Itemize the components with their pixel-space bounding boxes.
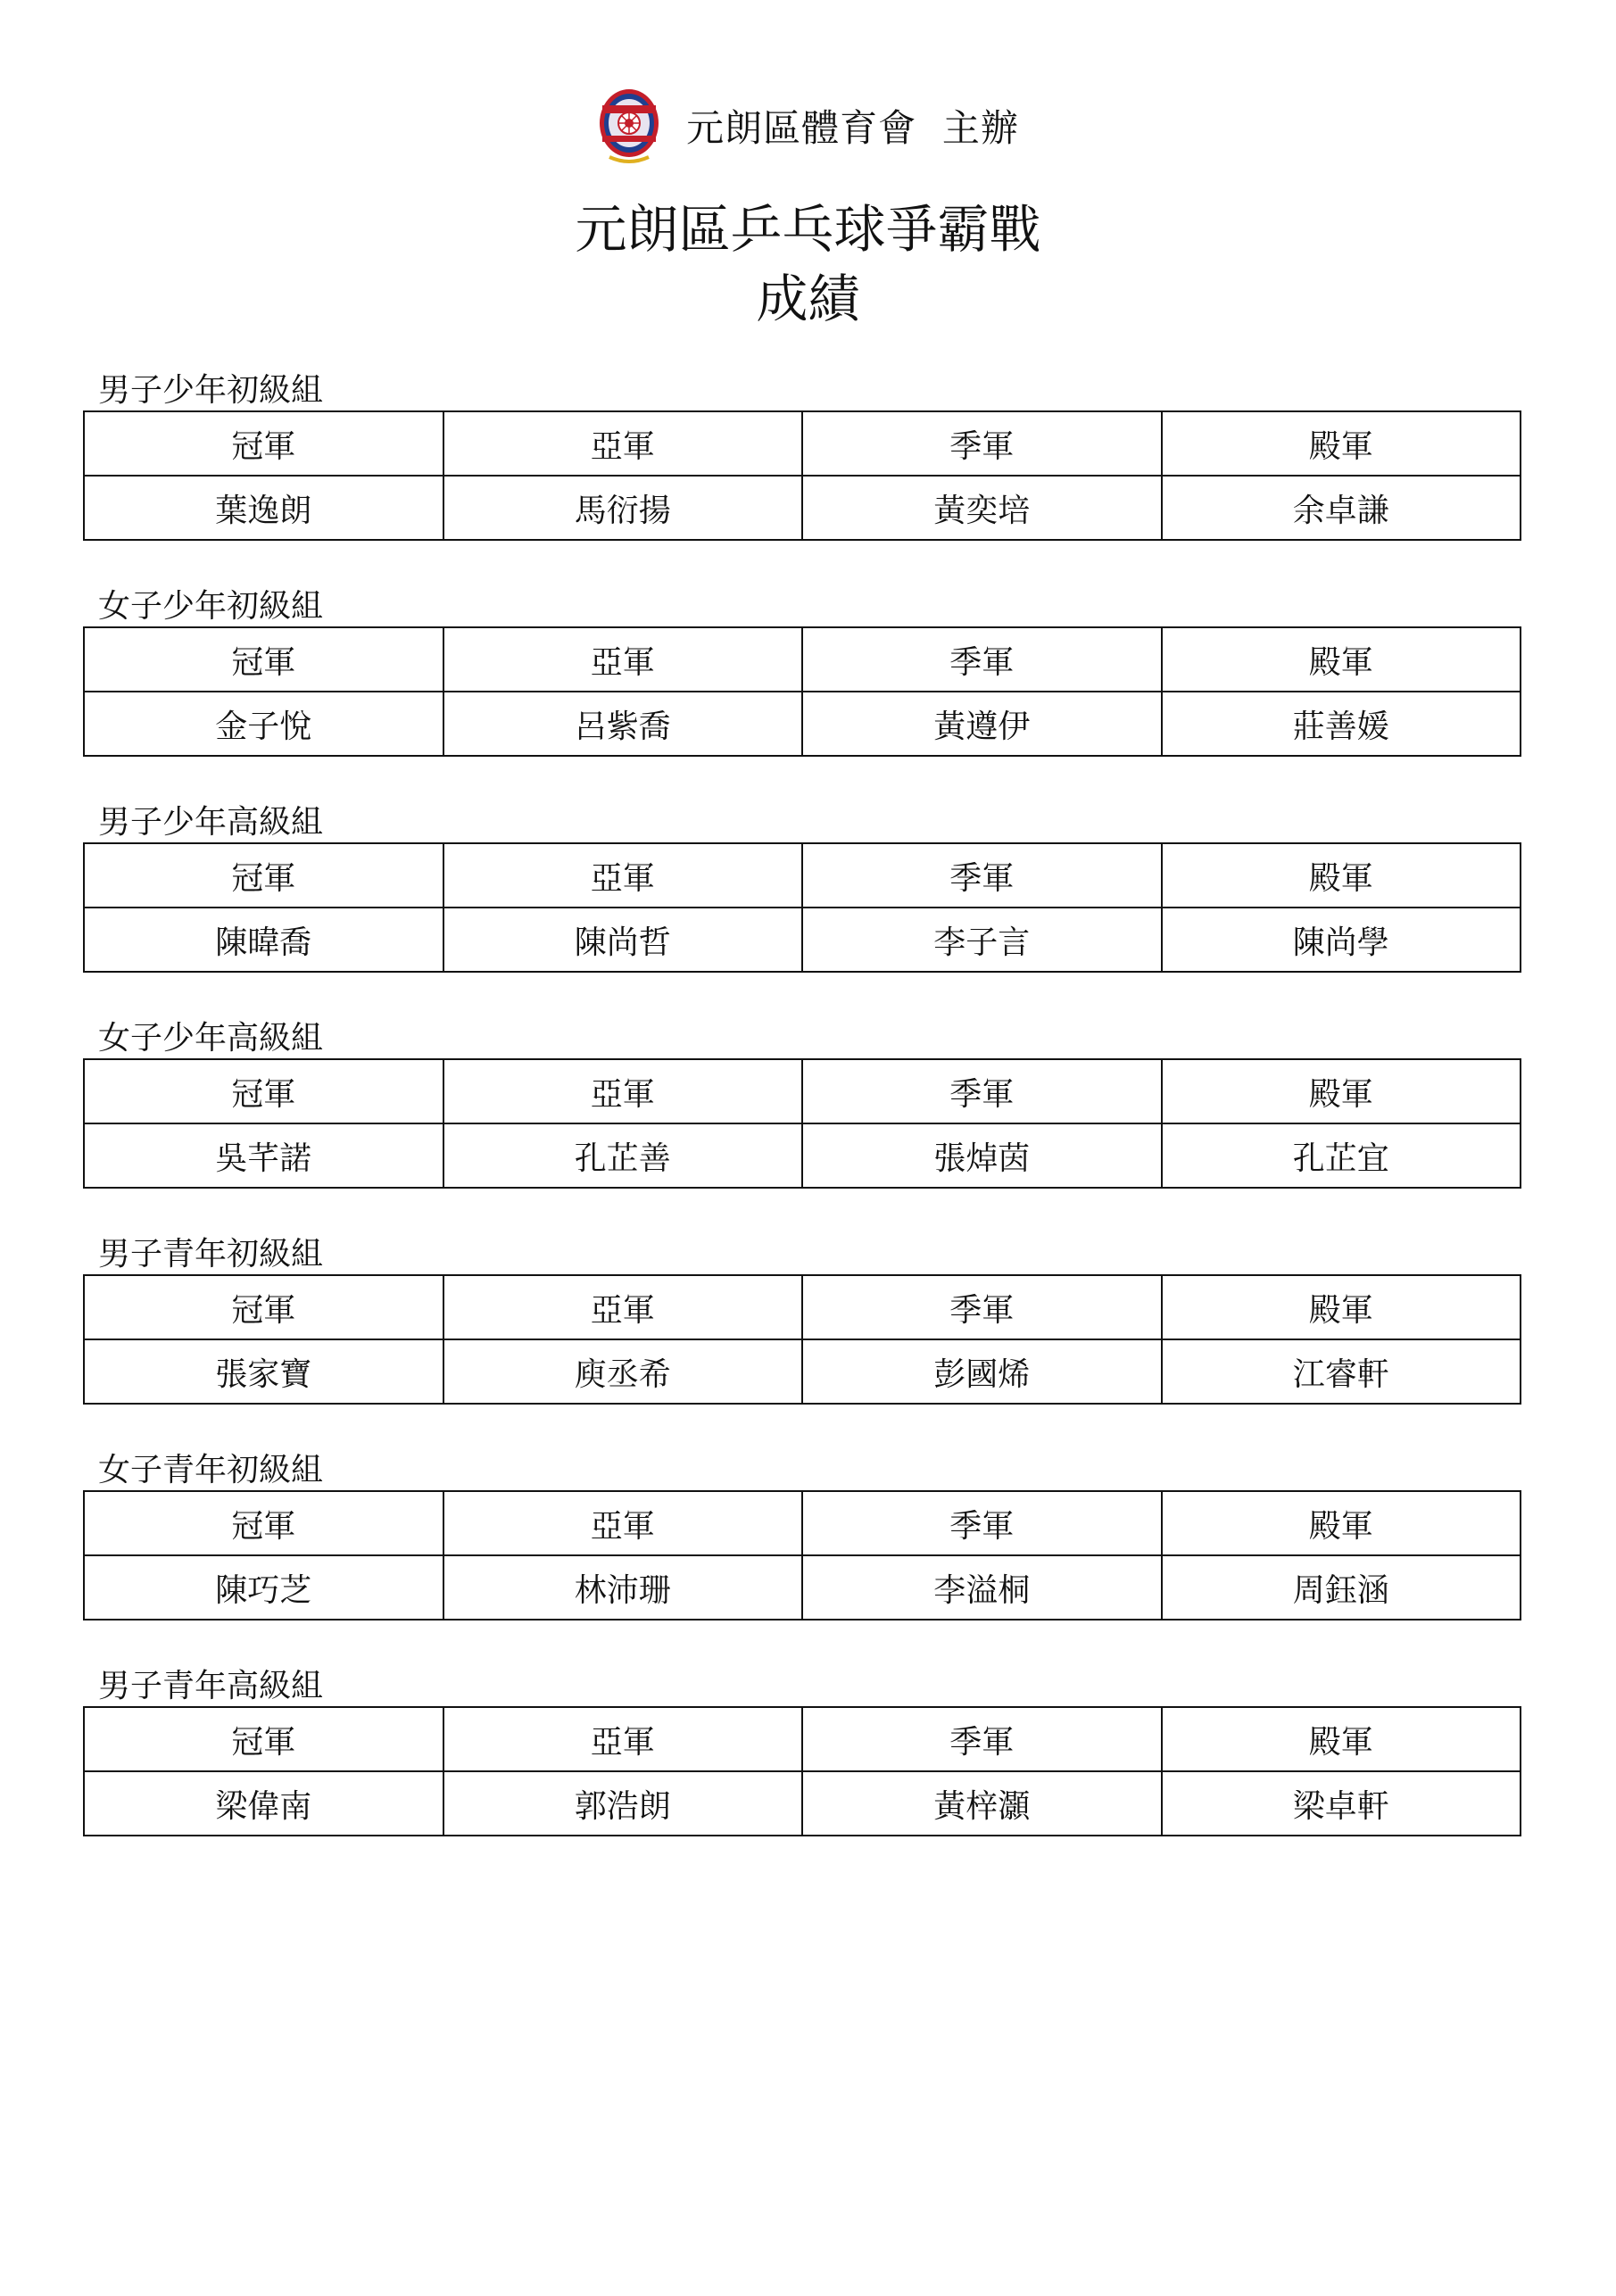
rank-header-cell: 亞軍: [443, 843, 803, 908]
rank-header-cell: 亞軍: [443, 1491, 803, 1555]
page-title: 元朗區乒乓球爭霸戰: [575, 199, 1041, 260]
rank-header-cell: 季軍: [802, 1059, 1162, 1123]
winner-row: [84, 476, 1521, 540]
rank-header-cell: 殿軍: [1162, 411, 1521, 476]
winner-row: [84, 1771, 1521, 1836]
winner-row: [84, 692, 1521, 756]
results-table: [83, 842, 1521, 973]
rank-header-row: [84, 1059, 1521, 1123]
result-section: [83, 587, 1521, 757]
rank-header-cell: 冠軍: [84, 843, 443, 908]
rank-header-cell: 季軍: [802, 411, 1162, 476]
organizer-text: 元朗區體育會 主辦: [686, 106, 1019, 150]
rank-header-cell: 殿軍: [1162, 1059, 1521, 1123]
winner-name-cell: 周鈺涵: [1162, 1555, 1521, 1620]
rank-header-row: [84, 843, 1521, 908]
rank-header-cell: 冠軍: [84, 1275, 443, 1339]
section-label: 男子少年高級組: [98, 804, 324, 841]
rank-header-row: [84, 1275, 1521, 1339]
section-label: 女子少年高級組: [98, 1020, 324, 1057]
winner-name-cell: 馬衍揚: [443, 476, 803, 540]
results-table: [83, 1490, 1521, 1620]
winner-name-cell: 陳尚哲: [443, 908, 803, 972]
rank-header-cell: 季軍: [802, 1275, 1162, 1339]
rank-header-cell: 殿軍: [1162, 1491, 1521, 1555]
rank-header-cell: 殿軍: [1162, 1707, 1521, 1771]
rank-header-cell: 殿軍: [1162, 1275, 1521, 1339]
result-section: [83, 1235, 1521, 1405]
winner-name-cell: 李溢桐: [802, 1555, 1162, 1620]
rank-header-cell: 冠軍: [84, 411, 443, 476]
rank-header-cell: 季軍: [802, 843, 1162, 908]
winner-name-cell: 彭國烯: [802, 1339, 1162, 1404]
winner-name-cell: 莊善媛: [1162, 692, 1521, 756]
rank-header-row: [84, 627, 1521, 692]
winner-name-cell: 林沛珊: [443, 1555, 803, 1620]
rank-header-row: [84, 1707, 1521, 1771]
page-header: [0, 86, 1616, 166]
rank-header-cell: 冠軍: [84, 627, 443, 692]
section-label: 女子少年初級組: [98, 588, 324, 625]
section-label: 男子青年高級組: [98, 1668, 324, 1704]
winner-name-cell: 庾丞希: [443, 1339, 803, 1404]
winner-name-cell: 余卓謙: [1162, 476, 1521, 540]
winner-name-cell: 郭浩朗: [443, 1771, 803, 1836]
winner-name-cell: 陳尚學: [1162, 908, 1521, 972]
winner-row: [84, 1123, 1521, 1188]
winner-name-cell: 李子言: [802, 908, 1162, 972]
winner-name-cell: 葉逸朗: [84, 476, 443, 540]
result-section: [83, 1451, 1521, 1620]
winner-name-cell: 梁偉南: [84, 1771, 443, 1836]
rank-header-cell: 殿軍: [1162, 843, 1521, 908]
winner-name-cell: 呂紫喬: [443, 692, 803, 756]
rank-header-row: [84, 411, 1521, 476]
rank-header-cell: 亞軍: [443, 1275, 803, 1339]
results-table: [83, 1274, 1521, 1405]
results-table: [83, 1706, 1521, 1836]
rank-header-cell: 亞軍: [443, 411, 803, 476]
rank-header-cell: 冠軍: [84, 1059, 443, 1123]
winner-name-cell: 黃奕培: [802, 476, 1162, 540]
winner-name-cell: 梁卓軒: [1162, 1771, 1521, 1836]
results-table: [83, 410, 1521, 541]
winner-name-cell: 江睿軒: [1162, 1339, 1521, 1404]
rank-header-cell: 亞軍: [443, 627, 803, 692]
rank-header-cell: 季軍: [802, 1707, 1162, 1771]
rank-header-cell: 殿軍: [1162, 627, 1521, 692]
association-emblem-icon: [597, 86, 661, 166]
winner-name-cell: 黃梓灝: [802, 1771, 1162, 1836]
winner-name-cell: 張焯茵: [802, 1123, 1162, 1188]
section-label: 女子青年初級組: [98, 1452, 324, 1488]
section-label: 男子青年初級組: [98, 1236, 324, 1272]
winner-row: [84, 1339, 1521, 1404]
winner-name-cell: 金子悅: [84, 692, 443, 756]
page-subtitle: 成績: [756, 269, 860, 329]
winner-row: [84, 908, 1521, 972]
rank-header-row: [84, 1491, 1521, 1555]
rank-header-cell: 季軍: [802, 627, 1162, 692]
winner-name-cell: 吳芊諾: [84, 1123, 443, 1188]
results-table: [83, 1058, 1521, 1189]
rank-header-cell: 亞軍: [443, 1707, 803, 1771]
section-label: 男子少年初級組: [98, 372, 324, 409]
rank-header-cell: 冠軍: [84, 1707, 443, 1771]
result-section: [83, 371, 1521, 541]
winner-name-cell: 陳暐喬: [84, 908, 443, 972]
winner-row: [84, 1555, 1521, 1620]
results-table: [83, 626, 1521, 757]
rank-header-cell: 亞軍: [443, 1059, 803, 1123]
result-section: [83, 1667, 1521, 1836]
result-section: [83, 1019, 1521, 1189]
rank-header-cell: 季軍: [802, 1491, 1162, 1555]
rank-header-cell: 冠軍: [84, 1491, 443, 1555]
result-section: [83, 803, 1521, 973]
winner-name-cell: 孔芷宜: [1162, 1123, 1521, 1188]
winner-name-cell: 張家寶: [84, 1339, 443, 1404]
winner-name-cell: 黃遵伊: [802, 692, 1162, 756]
winner-name-cell: 孔芷善: [443, 1123, 803, 1188]
winner-name-cell: 陳巧芝: [84, 1555, 443, 1620]
